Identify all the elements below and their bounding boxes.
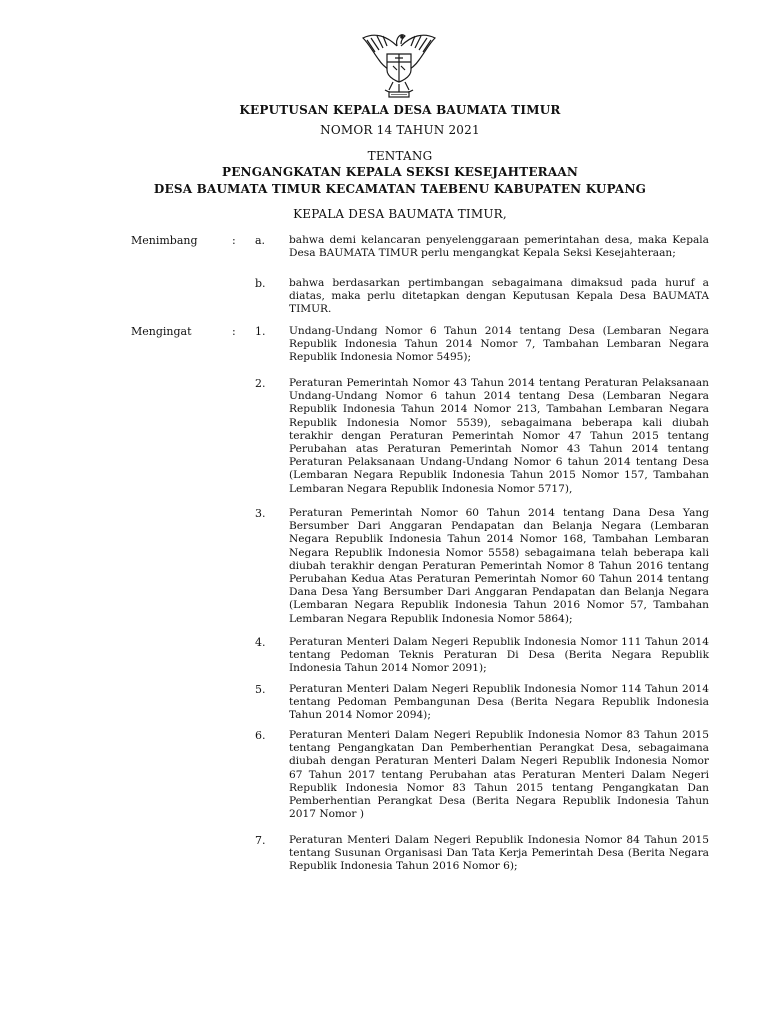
mengingat-colon: : (232, 325, 236, 338)
menimbang-colon: : (232, 234, 236, 247)
menimbang-b-text: bahwa berdasarkan pertimbangan sebagaimana dimaksud pada huruf a diatas, maka perlu ditetapkan dengan Keputusan Kepala Desa BAUMATA TIMUR. (289, 277, 709, 316)
authority-line: KEPALA DESA BAUMATA TIMUR, (293, 207, 507, 221)
menimbang-a-num: a. (255, 234, 266, 247)
garuda-emblem-icon (357, 26, 441, 100)
mengingat-6-num: 6. (255, 729, 266, 742)
decree-title: KEPUTUSAN KEPALA DESA BAUMATA TIMUR (239, 103, 561, 117)
menimbang-a-text: bahwa demi kelancaran penyelenggaraan pemerintahan desa, maka Kepala Desa BAUMATA TIMUR perlu mengangkat Kepala Seksi Kesejahteraan; (289, 234, 709, 260)
mengingat-4-text: Peraturan Menteri Dalam Negeri Republik Indonesia Nomor 111 Tahun 2014 tentang Pedoman Teknis Peraturan Di Desa (Berita Negara Republik Indonesia Tahun 2014 Nomor 2091); (289, 636, 709, 675)
mengingat-label: Mengingat (131, 325, 192, 338)
mengingat-3-text: Peraturan Pemerintah Nomor 60 Tahun 2014 tentang Dana Desa Yang Bersumber Dari Anggaran Pendapatan dan Belanja Negara (Lembaran Negara Republik Indonesia Tahun 2014 Nomor 168, Tambahan Lembaran Negara Republik Indonesia Nomor 5558) sebagaimana telah beberapa kali diubah terakhir dengan Peraturan Pemerintah Nomor 8 Tahun 2016 tentang Perubahan Kedua Atas Peraturan Pemerintah Nomor 60 Tahun 2014 tentang Dana Desa Yang Bersumber Dari Anggaran Pendapatan dan Belanja Negara (Lembaran Negara Republik Indonesia Tahun 2016 Nomor 57, Tambahan Lembaran Negara Republik Indonesia Nomor 5864); (289, 507, 709, 625)
subject-line-2: DESA BAUMATA TIMUR KECAMATAN TAEBENU KABUPATEN KUPANG (153, 182, 647, 196)
mengingat-1-num: 1. (255, 325, 266, 338)
mengingat-2-num: 2. (255, 377, 266, 390)
decree-number: NOMOR 14 TAHUN 2021 (320, 123, 480, 137)
mengingat-7-num: 7. (255, 834, 266, 847)
menimbang-b-num: b. (255, 277, 266, 290)
mengingat-2-text: Peraturan Pemerintah Nomor 43 Tahun 2014 tentang Peraturan Pelaksanaan Undang-Undang Nomor 6 tahun 2014 tentang Desa (Lembaran Negara Republik Indonesia Tahun 2014 Nomor 213, Tambahan Lembaran Negara Republik Indonesia Nomor 5539), sebagaimana beberapa kali diubah terakhir dengan Peraturan Pemerintah Nomor 47 Tahun 2015 tentang Perubahan atas Peraturan Pemerintah Nomor 43 Tahun 2014 tentang Peraturan Pelaksanaan Undang-Undang Nomor 6 tahun 2014 tentang Desa (Lembaran Negara Republik Indonesia Tahun 2015 Nomor 157, Tambahan Lembaran Negara Republik Indonesia Nomor 5717), (289, 377, 709, 495)
mengingat-3-num: 3. (255, 507, 266, 520)
subject-line-1: PENGANGKATAN KEPALA SEKSI KESEJAHTERAAN (221, 165, 579, 179)
mengingat-7-text: Peraturan Menteri Dalam Negeri Republik Indonesia Nomor 84 Tahun 2015 tentang Susunan Organisasi Dan Tata Kerja Pemerintah Desa (Berita Negara Republik Indonesia Tahun 2016 Nomor 6); (289, 834, 709, 873)
mengingat-1-text: Undang-Undang Nomor 6 Tahun 2014 tentang Desa (Lembaran Negara Republik Indonesia Tahun 2014 Nomor 7, Tambahan Lembaran Negara Republik Indonesia Nomor 5495); (289, 325, 709, 364)
mengingat-5-num: 5. (255, 683, 266, 696)
tentang-heading: TENTANG (367, 149, 433, 163)
mengingat-4-num: 4. (255, 636, 266, 649)
mengingat-5-text: Peraturan Menteri Dalam Negeri Republik Indonesia Nomor 114 Tahun 2014 tentang Pedoman Pembangunan Desa (Berita Negara Republik Indonesia Tahun 2014 Nomor 2094); (289, 683, 709, 722)
menimbang-label: Menimbang (131, 234, 198, 247)
mengingat-6-text: Peraturan Menteri Dalam Negeri Republik Indonesia Nomor 83 Tahun 2015 tentang Pengangkatan Dan Pemberhentian Perangkat Desa, sebagaimana diubah dengan Peraturan Menteri Dalam Negeri Republik Indonesia Nomor 67 Tahun 2017 tentang Perubahan atas Peraturan Menteri Dalam Negeri Republik Indonesia Nomor 83 Tahun 2015 tentang Pengangkatan Dan Pemberhentian Perangkat Desa (Berita Negara Republik Indonesia Tahun 2017 Nomor ) (289, 729, 709, 821)
